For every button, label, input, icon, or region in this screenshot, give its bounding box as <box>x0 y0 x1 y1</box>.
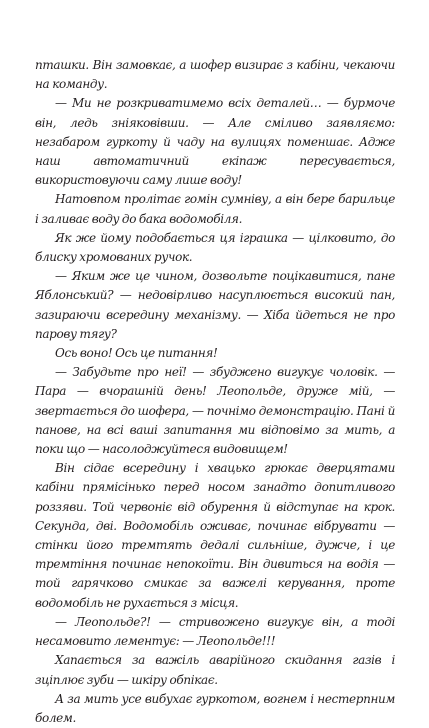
paragraph: Ось воно! Ось це питання! <box>55 346 218 361</box>
paragraph: А за мить усе вибухає гуркотом, вогнем і нестерпним болем. <box>35 691 395 725</box>
paragraph: Натовпом пролітає гомін сумніву, а він бере барильце і заливає воду до бака водомобіля. <box>35 192 395 226</box>
page-body-text <box>35 56 395 728</box>
paragraph: — Яким же це чином, дозвольте поцікавитися, пане Яблонський? — недовірливо насуплюється високий пан, зазираючи всередину механізму. — Хіба йдеться не про парову тягу? <box>35 269 395 341</box>
paragraph: пташки. Він замовкає, а шофер визирає з кабіни, чекаючи на команду. <box>35 58 395 92</box>
paragraph: — Леопольде?! — стривожено вигукує він, а тоді несамовито лементує: — Леопольде!!! <box>35 614 395 649</box>
paragraph: — Забудьте про неї! — збуджено вигукує чоловік. — Пара — вчорашній день! Леопольде, друже мій, — звертається до шофера, — почнімо демонстрацію. Пані й панове, на всі ваші запитання ми відповімо за мить, а поки що — насолоджуйтеся видовищем! <box>35 365 395 457</box>
paragraph: Як же йому подобається ця іграшка — цілковито, до блиску хромованих ручок. <box>35 230 395 265</box>
paragraph: Він сідає всередину і хвацько грюкає дверцятами кабіни прямісінько перед носом занадто допитливого роззяви. Той червоніє від обурення й відступає на крок. Секунда, дві. Водомобіль оживає, починає вібрувати — стінки його тремтять дедалі сильніше, дужче, і це тремтіння починає непокоїти. Він дивиться на водія — той гарячково смикає за важелі керування, проте водомобіль не рухається з місця. <box>35 461 395 610</box>
paragraph: Хапається за важіль аварійного скидання газів і зціплює зуби — шкіру обпікає. <box>35 653 395 687</box>
paragraph: — Ми не розкриватимемо всіх деталей… — бурмоче він, ледь зніяковівши. — Але сміливо заявляємо: незабаром гуркоту й чаду на вулицях поменшає. Адже наш автоматичний екіпаж пересувається, використовуючи саму лише воду! <box>35 96 395 188</box>
